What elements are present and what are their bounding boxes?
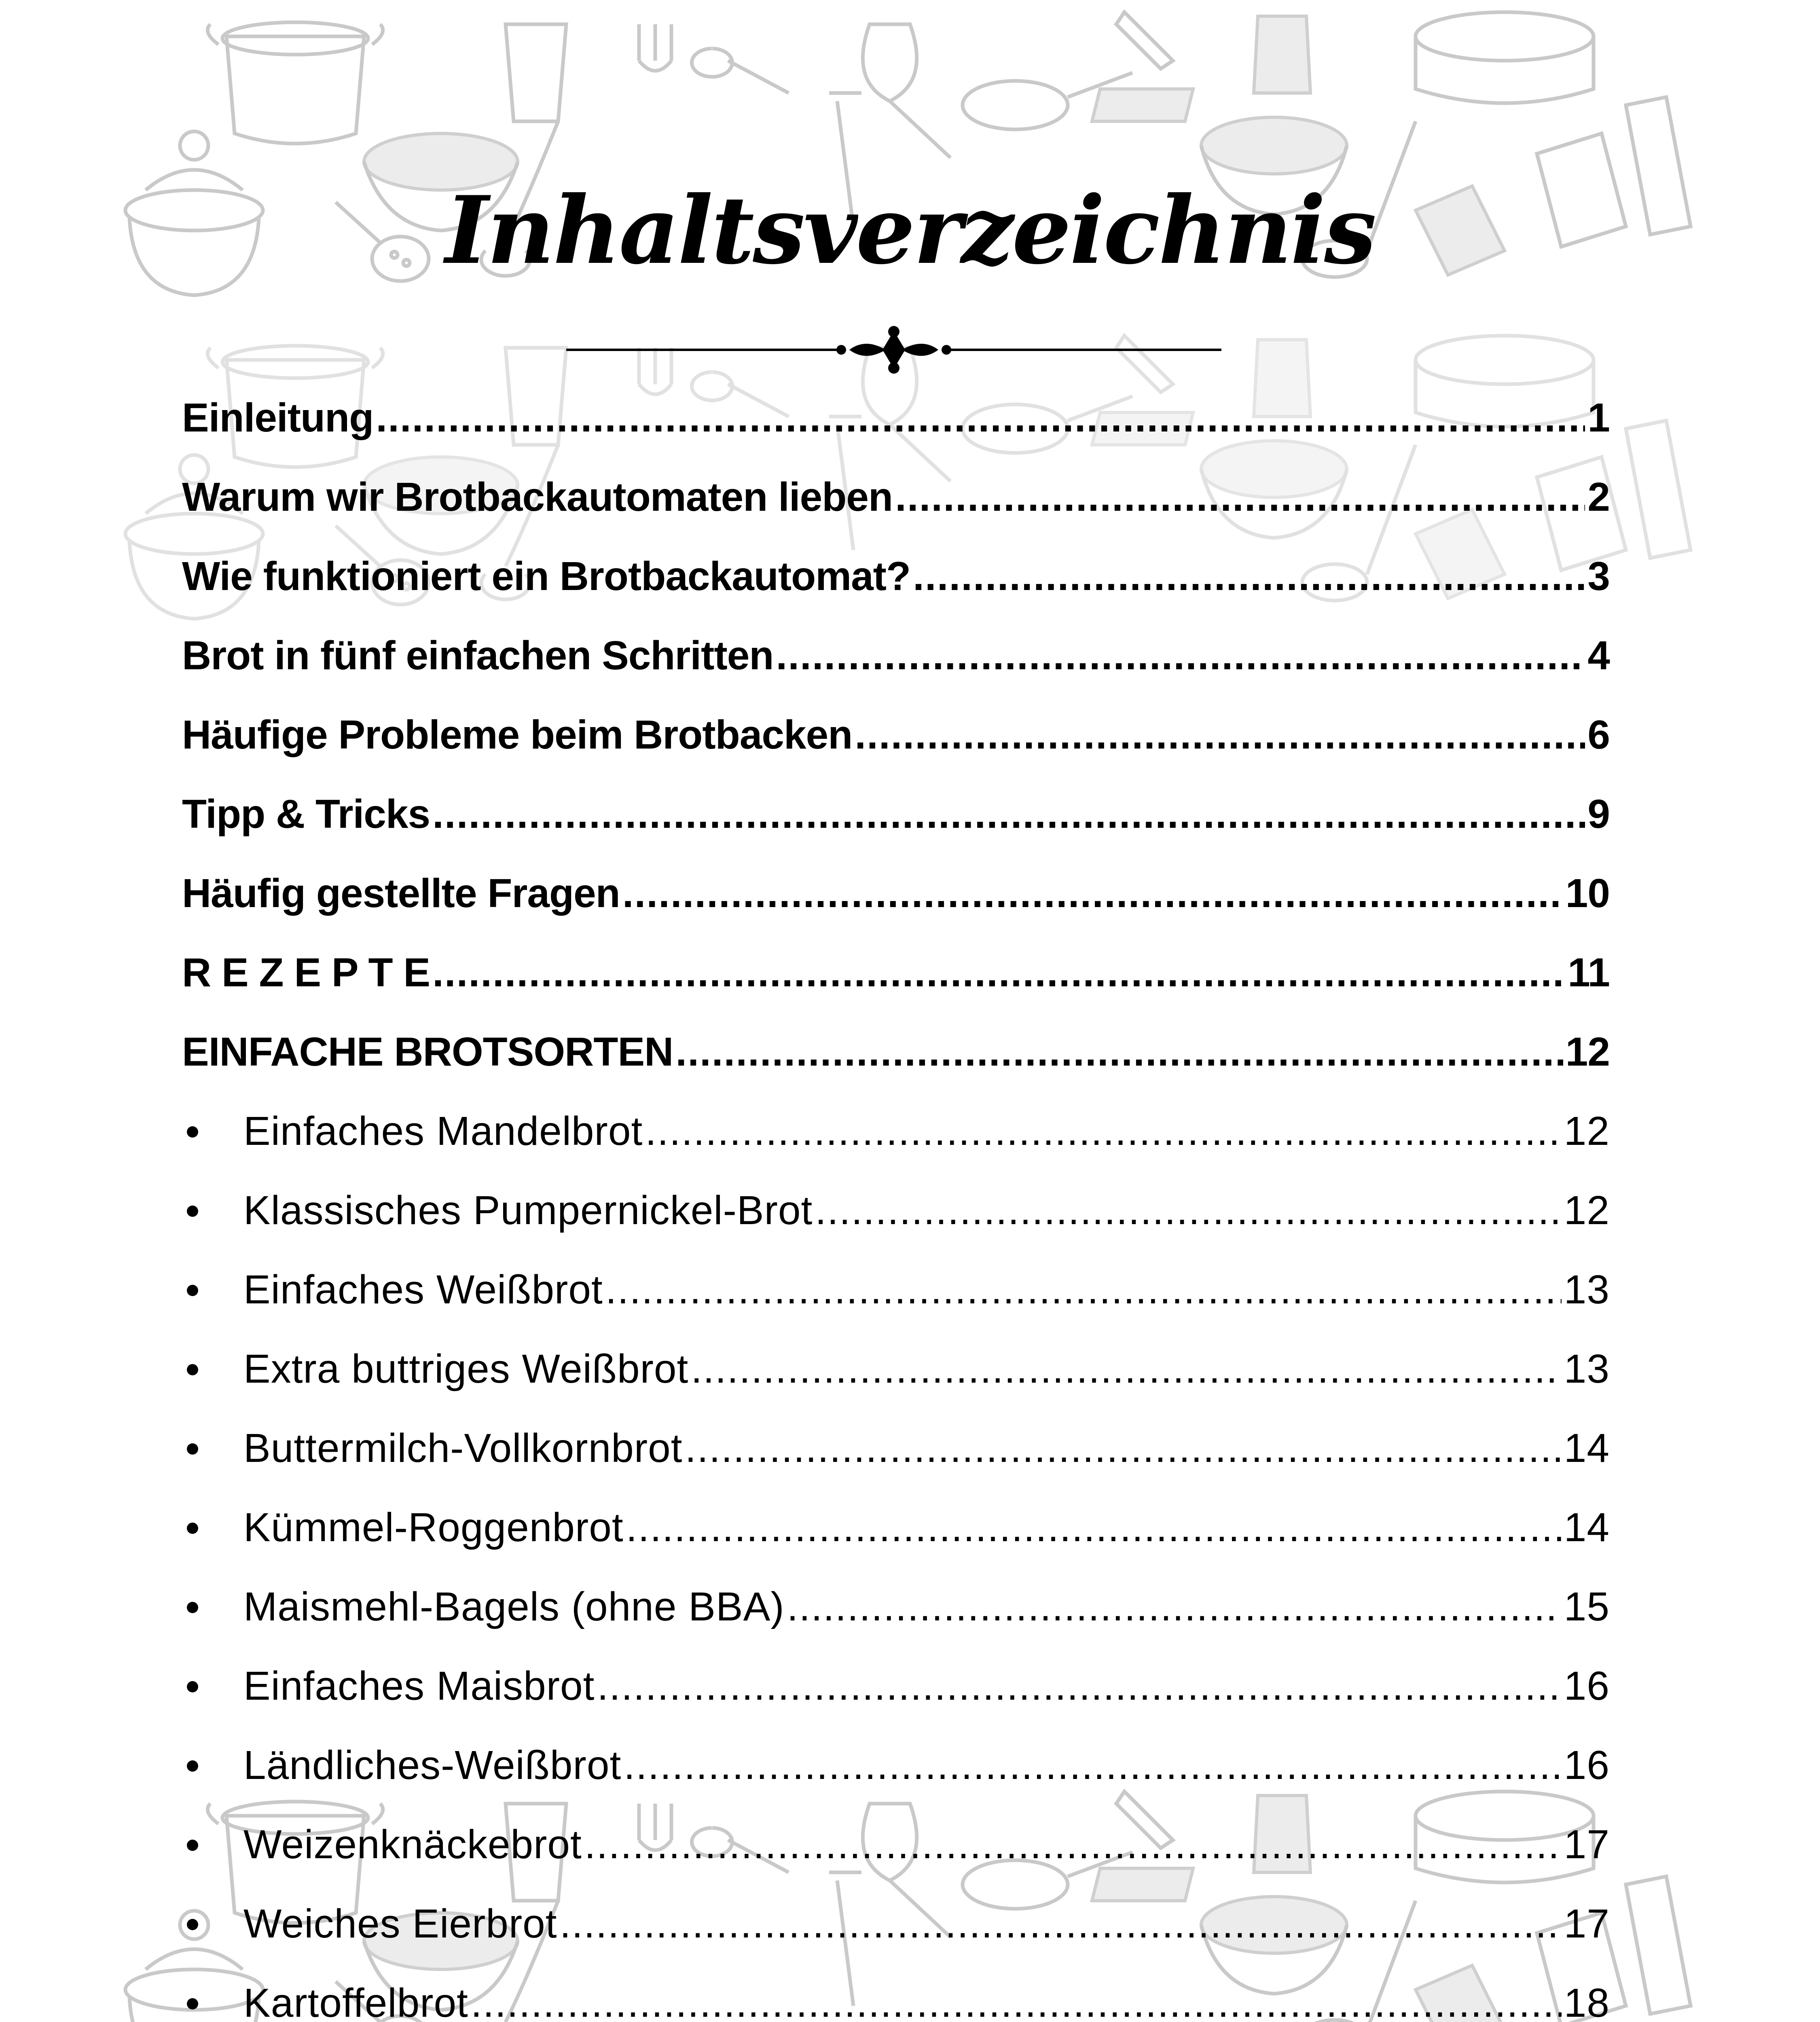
ornamental-divider [566, 324, 1221, 376]
toc-entry-label: Maismehl-Bagels (ohne BBA) [243, 1584, 785, 1629]
toc-entry[interactable] [182, 1409, 1610, 1488]
toc-entry[interactable] [182, 854, 1610, 933]
toc-entry-page-number: 16 [1564, 1743, 1610, 1788]
toc-entry-page-number: 17 [1564, 1901, 1610, 1946]
dot-leader [776, 616, 1585, 695]
dot-leader [913, 537, 1585, 616]
toc-entry[interactable] [182, 1884, 1610, 1963]
toc-entry-page-number: 17 [1564, 1822, 1610, 1867]
dot-leader [560, 1884, 1562, 1963]
toc-entry-label: Buttermilch-Vollkornbrot [243, 1426, 683, 1471]
toc-entry-page-number: 13 [1564, 1346, 1610, 1392]
dot-leader [675, 1012, 1563, 1091]
bullet-icon [182, 1897, 243, 1937]
dot-leader [597, 1646, 1561, 1726]
toc-entry-page-number: 2 [1587, 474, 1610, 520]
toc-entry[interactable] [182, 457, 1610, 537]
toc-entry[interactable] [182, 695, 1610, 774]
toc-entry-page-number: 4 [1587, 633, 1610, 678]
toc-entry-label: Wie funktioniert ein Brotbackautomat? [182, 554, 911, 599]
toc-entry-page-number: 12 [1564, 1108, 1610, 1154]
toc-entry[interactable] [182, 1963, 1610, 2022]
toc-entry-page-number: 13 [1564, 1267, 1610, 1312]
toc-entry-label: Klassisches Pumpernickel-Brot [243, 1188, 813, 1233]
dot-leader [815, 1171, 1561, 1250]
toc-entry[interactable] [182, 1091, 1610, 1171]
toc-entry[interactable] [182, 1171, 1610, 1250]
toc-entry-page-number: 10 [1565, 871, 1610, 916]
bullet-icon [182, 1580, 243, 1620]
bullet-icon [182, 1263, 243, 1303]
toc-entry-label: Warum wir Brotbackautomaten lieben [182, 474, 893, 520]
dot-leader [685, 1409, 1562, 1488]
dot-leader [376, 378, 1585, 457]
toc-entry-label: Einfaches Mandelbrot [243, 1108, 643, 1154]
toc-entry-label: Ländliches-Weißbrot [243, 1743, 622, 1788]
dot-leader [895, 457, 1585, 537]
toc-entry-label: Weiches Eierbrot [243, 1901, 557, 1946]
toc-entry-page-number: 18 [1564, 1980, 1610, 2022]
toc-entry-page-number: 15 [1564, 1584, 1610, 1629]
dot-leader [855, 695, 1585, 774]
toc-entry-label: Weizenknäckebrot [243, 1822, 582, 1867]
toc-entry[interactable] [182, 774, 1610, 854]
toc-entry[interactable] [182, 1646, 1610, 1726]
dot-leader [645, 1091, 1562, 1171]
toc-entry-page-number: 14 [1564, 1505, 1610, 1550]
dot-leader [691, 1329, 1561, 1409]
toc-entry[interactable] [182, 537, 1610, 616]
toc-entry-label: R E Z E P T E [182, 950, 430, 995]
toc-entry-page-number: 16 [1564, 1663, 1610, 1709]
bullet-icon [182, 1659, 243, 1700]
toc-entry[interactable] [182, 933, 1610, 1012]
toc-entry-page-number: 12 [1565, 1029, 1610, 1074]
toc-entry-label: Kümmel-Roggenbrot [243, 1505, 624, 1550]
toc-entry-label: Tipp & Tricks [182, 791, 430, 837]
toc-entry[interactable] [182, 378, 1610, 457]
dot-leader [584, 1805, 1562, 1884]
bullet-icon [182, 1421, 243, 1462]
dot-leader [471, 1963, 1562, 2022]
bullet-icon [182, 1976, 243, 2017]
dot-leader [605, 1250, 1562, 1329]
dot-leader [622, 854, 1563, 933]
toc-entry[interactable] [182, 1488, 1610, 1567]
toc-entry-label: Einleitung [182, 395, 374, 440]
toc-entry-label: Brot in fünf einfachen Schritten [182, 633, 774, 678]
dot-leader [432, 774, 1585, 854]
toc-entry[interactable] [182, 1567, 1610, 1646]
toc-entry-page-number: 3 [1587, 554, 1610, 599]
bullet-icon [182, 1104, 243, 1145]
bullet-icon [182, 1501, 243, 1541]
toc-entry-label: Kartoffelbrot [243, 1980, 468, 2022]
toc-entry[interactable] [182, 1250, 1610, 1329]
toc-entry-page-number: 12 [1564, 1188, 1610, 1233]
bullet-icon [182, 1818, 243, 1858]
toc-entry-page-number: 9 [1587, 791, 1610, 837]
dot-leader [787, 1567, 1562, 1646]
bullet-icon [182, 1342, 243, 1383]
toc-entry[interactable] [182, 616, 1610, 695]
dot-leader [432, 933, 1565, 1012]
toc-entry-page-number: 14 [1564, 1426, 1610, 1471]
page-title: Inhaltsverzeichnis [445, 176, 1375, 285]
toc-entry-page-number: 1 [1587, 395, 1610, 440]
toc-entry[interactable] [182, 1329, 1610, 1409]
toc-entry-label: Extra buttriges Weißbrot [243, 1346, 689, 1392]
toc-entry-label: Häufig gestellte Fragen [182, 871, 620, 916]
toc-entry-page-number: 11 [1568, 950, 1610, 995]
toc-entry-label: EINFACHE BROTSORTEN [182, 1029, 673, 1074]
toc-entry-page-number: 6 [1587, 712, 1610, 757]
toc-list [182, 378, 1610, 2022]
toc-entry-label: Häufige Probleme beim Brotbacken [182, 712, 853, 757]
toc-entry-label: Einfaches Weißbrot [243, 1267, 603, 1312]
bullet-icon [182, 1184, 243, 1224]
toc-entry[interactable] [182, 1012, 1610, 1091]
bullet-icon [182, 1739, 243, 1779]
dot-leader [626, 1488, 1562, 1567]
toc-entry[interactable] [182, 1726, 1610, 1805]
toc-entry[interactable] [182, 1805, 1610, 1884]
dot-leader [624, 1726, 1562, 1805]
toc-entry-label: Einfaches Maisbrot [243, 1663, 595, 1709]
